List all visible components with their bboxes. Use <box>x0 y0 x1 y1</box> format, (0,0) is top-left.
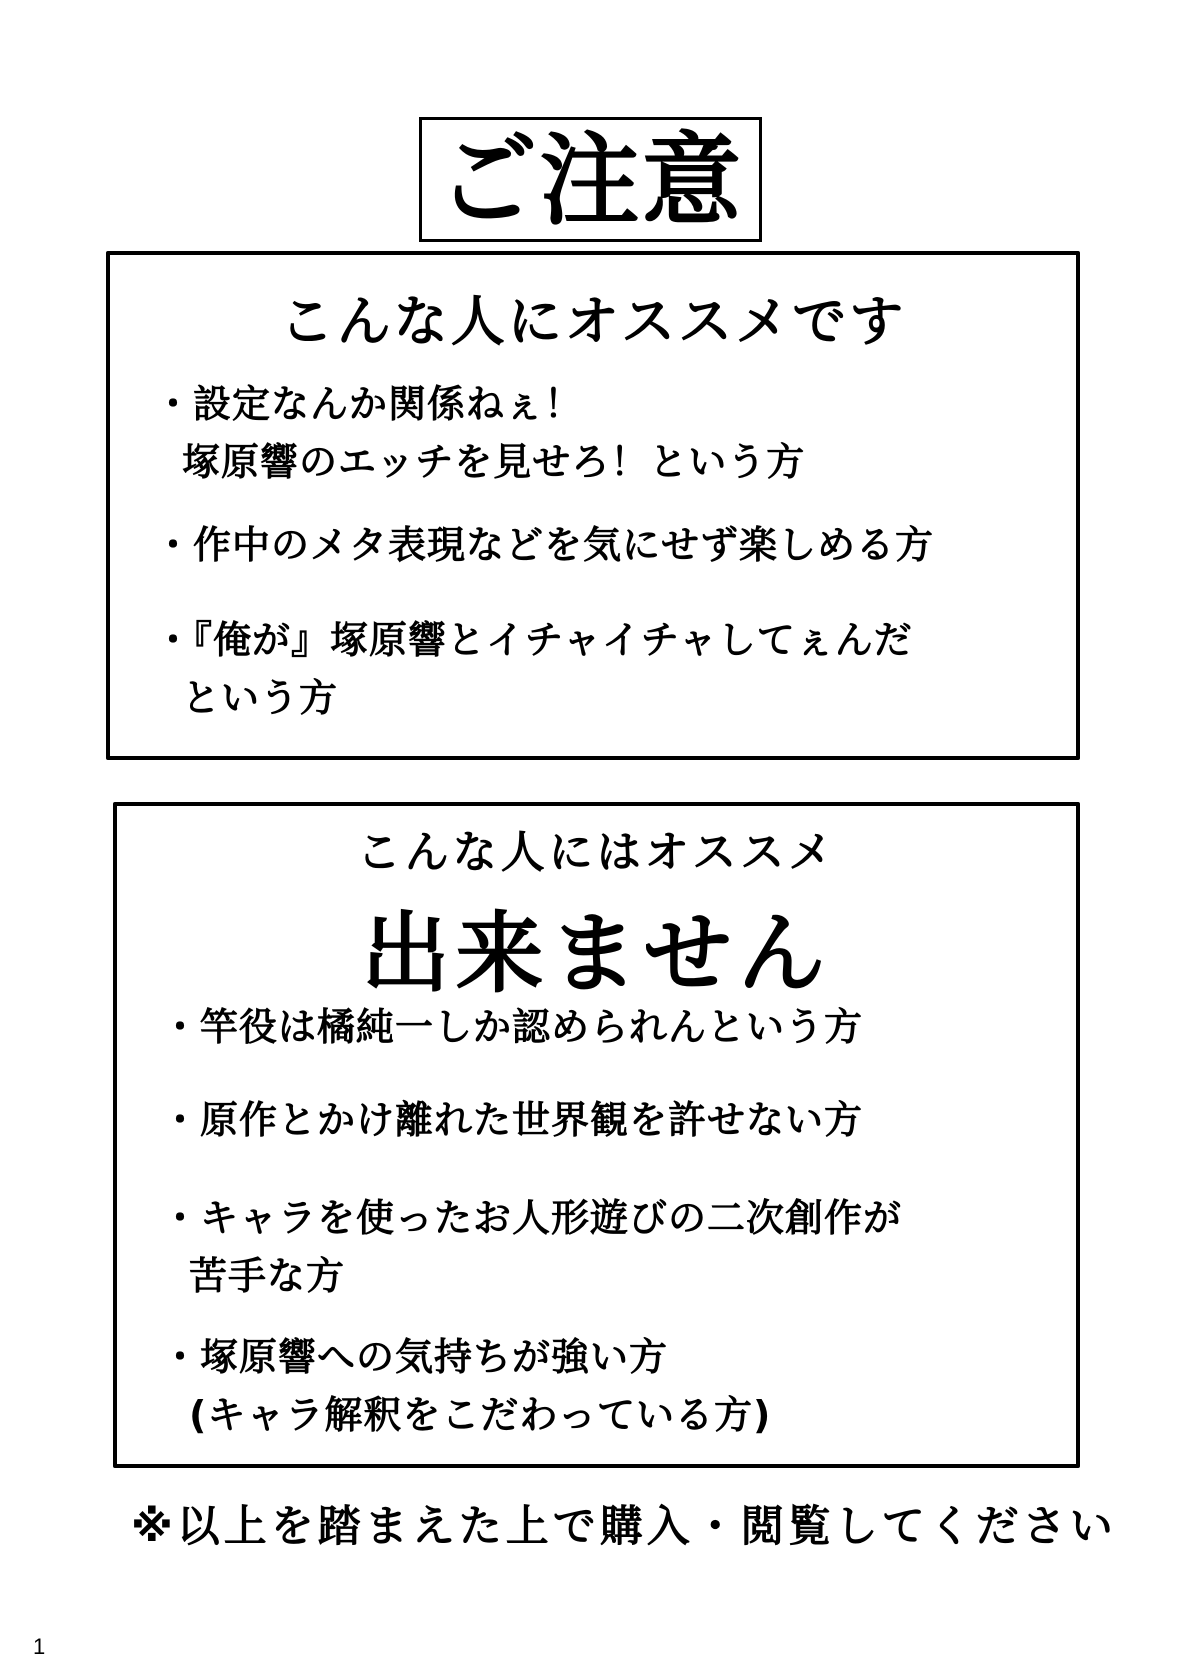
item-line: ・『俺が』塚原響とイチャイチャしてぇんだ <box>154 618 913 662</box>
item-line: という方 <box>182 676 339 720</box>
recommend-panel <box>106 251 1080 760</box>
not-recommend-item <box>161 998 863 1056</box>
item-line: ・設定なんか関係ねぇ！ <box>154 382 584 426</box>
item-line: ・竿役は橘純一しか認められんという方 <box>161 1005 864 1049</box>
item-line: 塚原響のエッチを見せろ！という方 <box>182 440 806 484</box>
footer-note: ※以上を踏まえた上で購入・閲覧してください <box>131 1502 1117 1552</box>
not-recommend-panel <box>113 802 1080 1468</box>
recommend-item <box>154 516 934 574</box>
page-number: 1 <box>33 1634 46 1659</box>
item-line: ・原作とかけ離れた世界観を許せない方 <box>161 1098 864 1142</box>
not-recommend-item <box>161 1189 902 1305</box>
page-title: ご注意 <box>437 120 744 239</box>
item-line: 苦手な方 <box>189 1254 346 1298</box>
recommend-item <box>154 611 913 727</box>
not-recommend-item <box>161 1328 771 1444</box>
item-line: ・作中のメタ表現などを気にせず楽しめる方 <box>154 523 935 567</box>
item-line: (キャラ解釈をこだわっている方) <box>189 1393 772 1437</box>
recommend-item <box>154 375 805 491</box>
not-recommend-heading-line2: 出来ません <box>361 901 832 1005</box>
item-line: ・キャラを使ったお人形遊びの二次創作が <box>161 1196 903 1240</box>
item-line: ・塚原響への気持ちが強い方 <box>161 1335 669 1379</box>
not-recommend-heading-line1: こんな人にはオススメ <box>356 827 837 878</box>
not-recommend-item <box>161 1091 863 1149</box>
title-box <box>419 117 762 242</box>
recommend-heading: こんな人にオススメです <box>279 290 907 353</box>
